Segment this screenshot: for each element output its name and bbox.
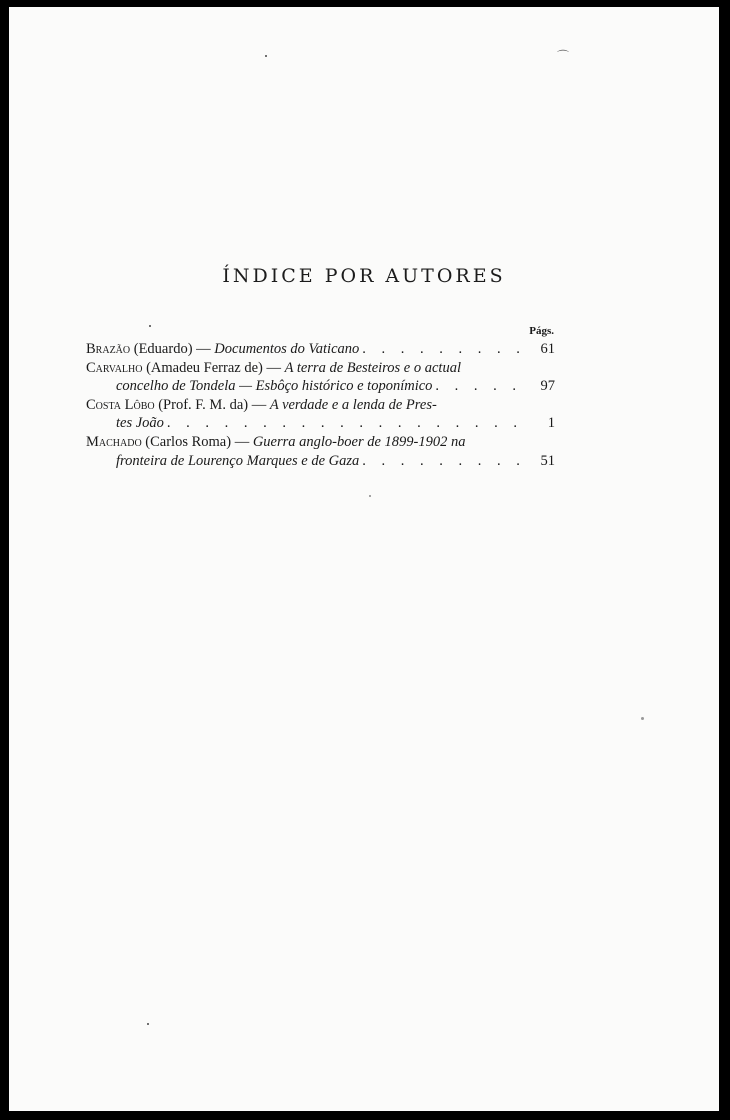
entry-line xyxy=(86,396,555,415)
dot-leader xyxy=(167,414,530,433)
author-surname: Brazão xyxy=(86,341,131,357)
paper-speck xyxy=(265,55,267,57)
dot-leader xyxy=(362,452,530,471)
dot-leader xyxy=(362,340,530,359)
page-number: 97 xyxy=(540,378,555,395)
work-title: A verdade e a lenda de Pres- xyxy=(269,396,437,413)
work-title: Documentos do Vaticano xyxy=(214,341,360,357)
paper-speck xyxy=(147,1023,149,1025)
entry-line xyxy=(86,340,555,359)
dot-leader xyxy=(435,377,530,396)
author-surname: Costa Lôbo xyxy=(86,396,155,413)
document-page xyxy=(9,7,719,1111)
author-details: (Carlos Roma) — xyxy=(141,433,253,450)
paper-speck xyxy=(641,717,644,720)
index-entry-carvalho xyxy=(86,359,555,396)
margin-mark: ⌒ xyxy=(556,49,569,63)
index-entry-brazao xyxy=(86,340,555,359)
author-surname: Carvalho xyxy=(86,359,143,376)
author-details: (Prof. F. M. da) — xyxy=(154,396,270,413)
entry-line-continued xyxy=(86,452,555,471)
entry-line-continued xyxy=(86,414,555,433)
paper-speck xyxy=(149,325,151,327)
work-title: A terra de Besteiros e o actual xyxy=(284,359,461,376)
pages-column-label: Págs. xyxy=(529,325,554,337)
paper-speck xyxy=(369,495,371,497)
work-title-continued: fronteira de Lourenço Marques e de Gaza xyxy=(116,452,360,469)
entry-line xyxy=(86,433,555,452)
work-title-continued: concelho de Tondela — Esbôço histórico e toponímico xyxy=(116,378,433,395)
author-details: (Amadeu Ferraz de) — xyxy=(142,359,285,376)
index-entry-machado xyxy=(86,433,555,470)
author-surname: Machado xyxy=(86,433,142,450)
page-number: 61 xyxy=(540,341,555,357)
author-index xyxy=(86,323,555,470)
entry-line-continued xyxy=(86,377,555,396)
page-number: 1 xyxy=(547,415,555,432)
work-title: Guerra anglo-boer de 1899-1902 na xyxy=(252,433,466,450)
page-number: 51 xyxy=(540,452,555,469)
work-title-continued: tes João xyxy=(116,415,164,432)
author-details: (Eduardo) — xyxy=(130,341,215,357)
page-title: ÍNDICE POR AUTORES xyxy=(222,265,506,287)
entry-line xyxy=(86,359,555,378)
index-entry-costa-lobo xyxy=(86,396,555,433)
